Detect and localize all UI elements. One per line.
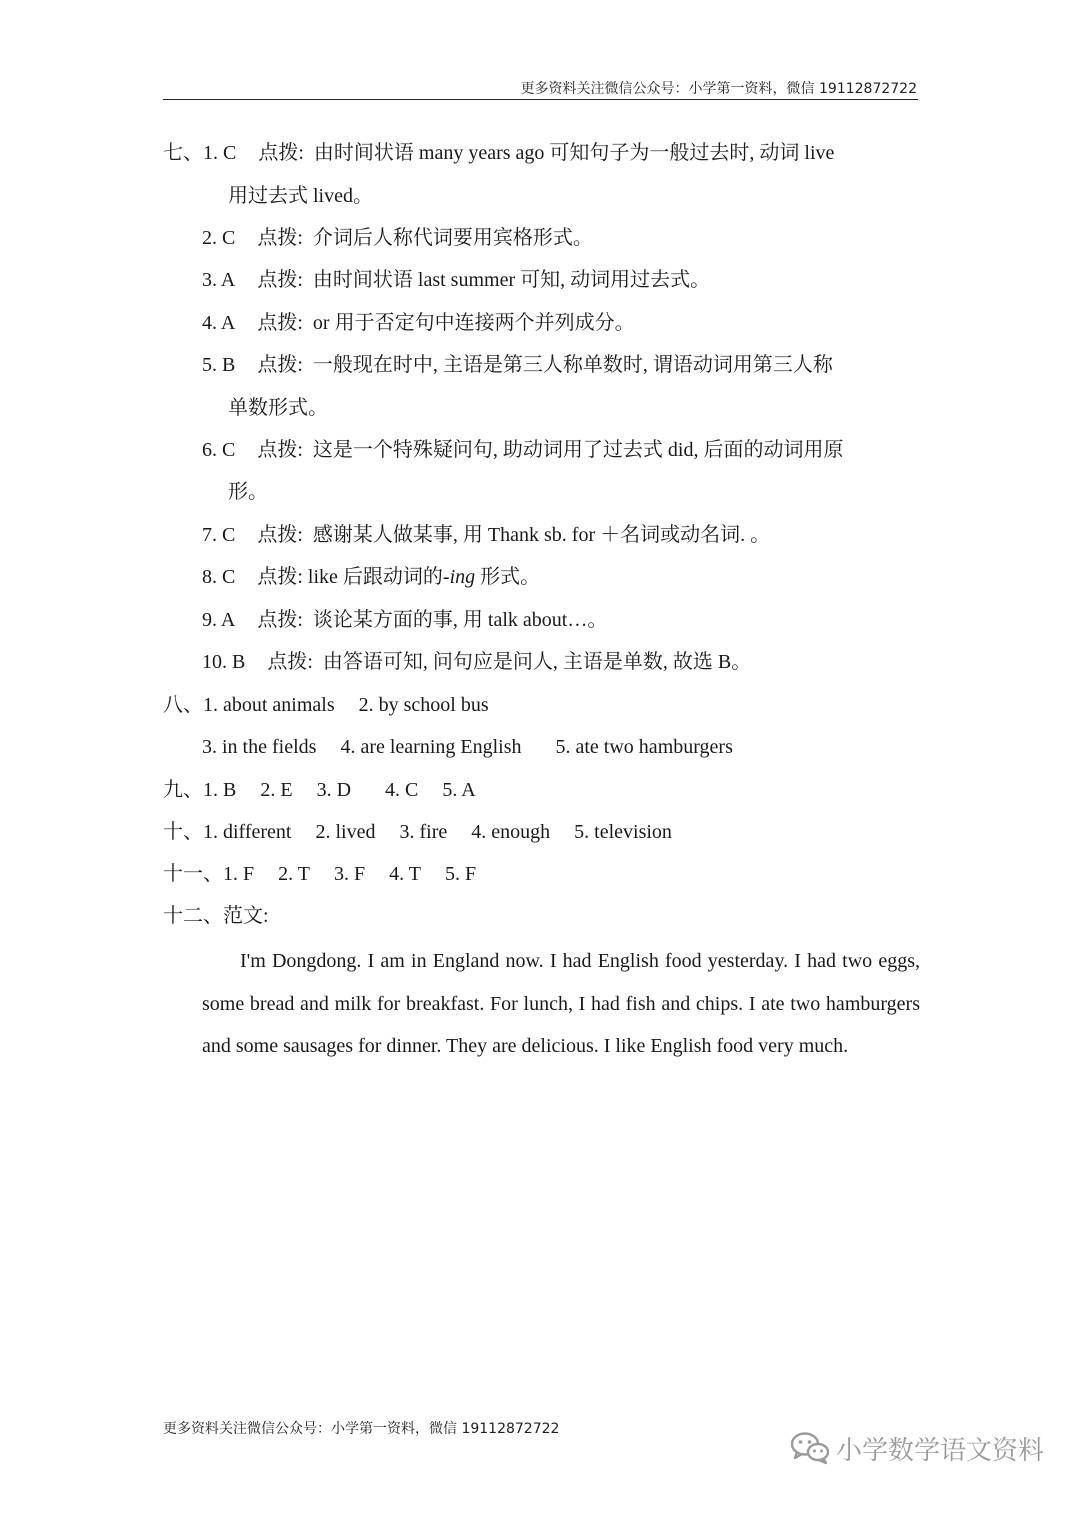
- answer: 2. by school bus: [358, 694, 489, 716]
- answer: 1. about animals: [203, 694, 335, 716]
- s7-item-7: [202, 523, 770, 547]
- hint-text: or 用于否定句中连接两个并列成分。: [312, 312, 635, 334]
- answer: 2. lived: [315, 821, 376, 843]
- answer: 4. T: [389, 863, 421, 885]
- hint-label: 点拨:: [258, 142, 304, 164]
- hint-label: 点拨:: [257, 566, 303, 588]
- answer-number: 10. B: [202, 651, 246, 673]
- s9-line: [163, 778, 476, 802]
- answer: 1. F: [223, 863, 255, 885]
- s10-line: [163, 820, 672, 844]
- hint-label: 点拨:: [257, 439, 303, 461]
- hint-label: 点拨:: [257, 269, 303, 291]
- s7-item-2: [202, 226, 593, 250]
- hint-label: 点拨:: [257, 312, 303, 334]
- hint-text: 由答语可知, 问句应是问人, 主语是单数, 故选 B。: [322, 651, 752, 673]
- s7-item-5: [202, 353, 833, 377]
- answer-number: 6. C: [202, 439, 236, 461]
- hint-text: 由时间状语 last summer 可知, 动词用过去式。: [312, 269, 711, 291]
- s7-item-10: [202, 650, 751, 674]
- answer: 5. television: [574, 821, 672, 843]
- watermark: [790, 1428, 1044, 1468]
- s7-item-1: [163, 141, 834, 165]
- hint-text: 一般现在时中, 主语是第三人称单数时, 谓语动词用第三人称: [312, 354, 833, 376]
- hint-text: 介词后人称代词要用宾格形式。: [312, 227, 593, 249]
- page-footer: 更多资料关注微信公众号：小学第一资料，微信 19112872722: [163, 1421, 560, 1437]
- section-marker: 十一、: [163, 863, 223, 885]
- s8-line-2: [202, 735, 733, 759]
- section-marker: 七、: [163, 142, 203, 164]
- answer-number: 2. C: [202, 227, 236, 249]
- section-marker: 十二、: [163, 905, 223, 927]
- hint-text: 感谢某人做某事, 用 Thank sb. for ＋名词或动名词. 。: [312, 524, 771, 546]
- answer: 3. in the fields: [202, 736, 317, 758]
- hint-label: 点拨:: [257, 609, 303, 631]
- answer-number: 9. A: [202, 609, 236, 631]
- section-marker: 十、: [163, 821, 203, 843]
- answer-number: 3. A: [202, 269, 236, 291]
- wechat-icon: [790, 1431, 830, 1465]
- header-divider: [163, 99, 918, 100]
- answer: 4. enough: [471, 821, 551, 843]
- s7-item-1-cont: 用过去式 lived。: [228, 185, 373, 207]
- model-essay: I'm Dongdong. I am in England now. I had English food yesterday. I had two eggs, some bread and milk for breakfast. For lunch, I had fish and chips. I ate two hamburgers and some sausages for dinner. They are delicious. I like English food very much.: [202, 950, 920, 1057]
- answer: 4. are learning English: [340, 736, 522, 758]
- essay-title: 范文:: [223, 905, 269, 927]
- hint-label: 点拨:: [267, 651, 313, 673]
- s12-title-line: [163, 904, 269, 928]
- hint-text-post: 形式。: [475, 566, 541, 588]
- page-header: 更多资料关注微信公众号：小学第一资料，微信 19112872722: [520, 81, 917, 97]
- s7-item-9: [202, 608, 607, 632]
- answer: 3. fire: [399, 821, 448, 843]
- s7-item-5-cont: 单数形式。: [228, 397, 328, 419]
- answer-number: 1. C: [203, 142, 237, 164]
- hint-label: 点拨:: [257, 354, 303, 376]
- answer: 3. F: [333, 863, 366, 885]
- s7-item-8: [202, 565, 540, 589]
- answer: 5. ate two hamburgers: [555, 736, 733, 758]
- hint-label: 点拨:: [257, 524, 303, 546]
- hint-text: 由时间状语 many years ago 可知句子为一般过去时, 动词 live: [313, 142, 835, 164]
- s7-item-3: [202, 268, 710, 292]
- s8-line-1: [163, 693, 489, 717]
- answer-number: 4. A: [202, 312, 236, 334]
- section-marker: 九、: [163, 779, 203, 801]
- answer: 2. T: [278, 863, 310, 885]
- answer: 4. C: [385, 779, 419, 801]
- answer: 1. B: [203, 779, 237, 801]
- s7-item-4: [202, 311, 635, 335]
- hint-text: 这是一个特殊疑问句, 助动词用了过去式 did, 后面的动词用原: [312, 439, 844, 461]
- watermark-text: 小学数学语文资料: [836, 1435, 1045, 1466]
- section-marker: 八、: [163, 694, 203, 716]
- hint-text: 谈论某方面的事, 用 talk about…。: [312, 609, 608, 631]
- hint-text-em: -ing: [442, 566, 476, 588]
- answer-number: 7. C: [202, 524, 236, 546]
- answer: 5. A: [442, 779, 476, 801]
- answer: 2. E: [260, 779, 293, 801]
- answer: 5. F: [444, 863, 477, 885]
- answer: 3. D: [316, 779, 352, 801]
- answer-number: 5. B: [202, 354, 236, 376]
- s7-item-6: [202, 438, 843, 462]
- s11-line: [163, 862, 476, 886]
- answer-number: 8. C: [202, 566, 236, 588]
- hint-text-pre: like 后跟动词的: [307, 566, 443, 588]
- answer: 1. different: [203, 821, 292, 843]
- hint-label: 点拨:: [257, 227, 303, 249]
- s7-item-6-cont: 形。: [228, 481, 268, 503]
